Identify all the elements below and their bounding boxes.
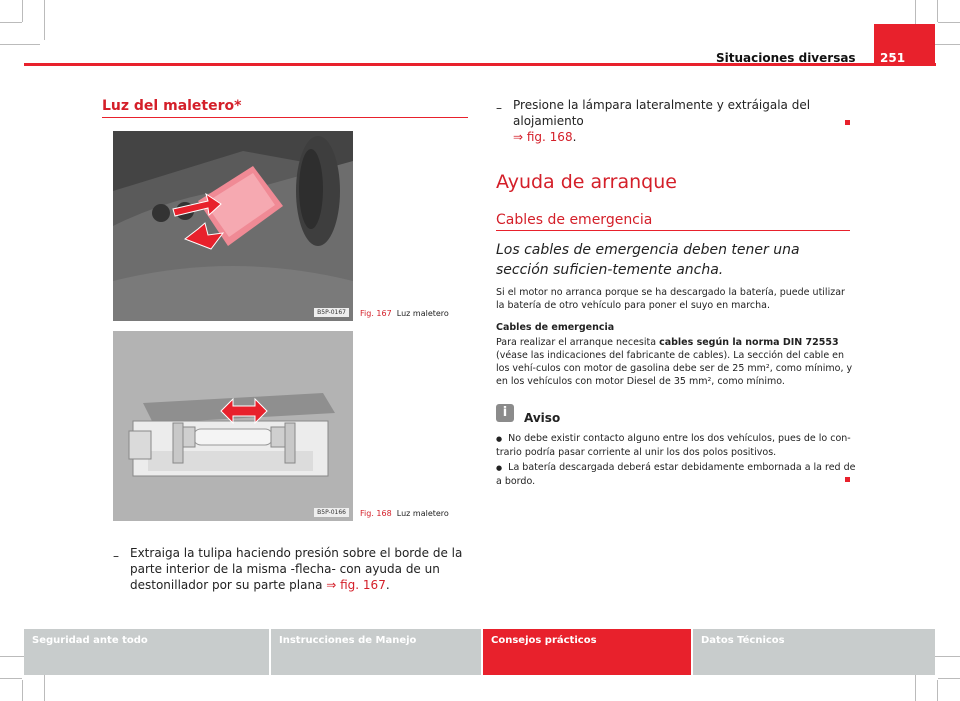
crop-mark (0, 678, 22, 679)
cables-text-after: (véase las indicaciones del fabricante de cables). La sección del cable en los vehí-culos con motor de gasolina debe ser de 25 mm², como mínimo, y en los vehículos con motor Diesel de 35 mm², como mínimo. (496, 350, 853, 387)
section-rule (102, 117, 468, 118)
page-number: 251 (880, 51, 906, 65)
footer-tab-label: Seguridad ante todo (32, 635, 148, 646)
end-mark (845, 120, 850, 125)
bullet-text: La batería descargada deberá estar debidamente embornada a la red de a bordo. (496, 462, 856, 487)
crop-mark (44, 0, 45, 40)
cables-heading: Cables de emergencia (496, 322, 615, 333)
step-dash: – (113, 549, 119, 563)
step-end: . (572, 130, 577, 144)
step-text: Presione la lámpara lateralmente y extráigala del alojamiento (513, 98, 811, 128)
footer-tab-seguridad[interactable] (24, 629, 269, 675)
step-text-right (513, 97, 853, 145)
main-title: Ayuda de arranque (496, 171, 677, 193)
crop-mark (22, 0, 23, 22)
sub-title-rule (496, 230, 850, 231)
caption-label: Fig. 167 (360, 309, 392, 318)
note-title: Aviso (524, 411, 561, 425)
figure-code: B5P-0167 (314, 308, 349, 317)
crop-mark (938, 678, 960, 679)
figure-reference-link[interactable]: ⇒ fig. 167 (326, 578, 386, 592)
section-title: Luz del maletero* (102, 98, 242, 114)
figure-168-caption (360, 509, 449, 518)
bullet-text: No debe existir contacto alguno entre los dos vehículos, pues de lo con-trario podría pasar corriente al unir los dos polos positivos. (496, 433, 851, 458)
crop-mark (22, 680, 23, 701)
step-dash: – (496, 101, 502, 115)
bullet-icon: ● (496, 464, 503, 472)
intro-paragraph: Si el motor no arranca porque se ha descargado la batería, puede utilizar la batería de otro vehículo para poner el suyo en marcha. (496, 287, 845, 311)
crop-mark (0, 44, 40, 45)
footer-tab-label: Instrucciones de Manejo (279, 635, 417, 646)
footer-tab-label: Consejos prácticos (491, 635, 597, 646)
step-end: . (385, 578, 390, 592)
note-bullet (496, 461, 856, 488)
sub-title: Cables de emergencia (496, 212, 653, 228)
footer-tab-datos[interactable] (693, 629, 935, 675)
cables-text-before: Para realizar el arranque necesita (496, 337, 660, 348)
caption-text: Luz maletero (396, 509, 449, 518)
crop-mark (0, 22, 22, 23)
end-mark (845, 477, 850, 482)
figure-reference-link[interactable]: ⇒ fig. 168 (513, 130, 573, 144)
bullet-icon: ● (496, 435, 503, 443)
crop-mark (938, 22, 960, 23)
note-bullet (496, 432, 856, 459)
figure-167-image (113, 131, 353, 321)
crop-mark (937, 680, 938, 701)
crop-mark (937, 0, 938, 22)
header-section-title: Situaciones diversas (716, 51, 856, 65)
cables-norm: cables según la norma DIN 72553 (659, 337, 839, 348)
figure-168-image (113, 331, 353, 521)
footer-tab-instrucciones[interactable] (271, 629, 481, 675)
lead-paragraph: Los cables de emergencia deben tener una sección suficien-temente ancha. (496, 242, 800, 278)
footer-tab-label: Datos Técnicos (701, 635, 785, 646)
footer-tab-consejos[interactable] (483, 629, 691, 675)
figure-code: B5P-0166 (314, 508, 349, 517)
figure-167-caption (360, 309, 449, 318)
cables-paragraph (496, 336, 856, 388)
step-text: Extraiga la tulipa haciendo presión sobre el borde de la parte interior de la misma -flecha- con ayuda de un destonillador por su parte plana (130, 546, 463, 592)
caption-label: Fig. 168 (360, 509, 392, 518)
info-icon: i (496, 404, 514, 422)
caption-text: Luz maletero (396, 309, 449, 318)
step-text-left (130, 545, 470, 593)
